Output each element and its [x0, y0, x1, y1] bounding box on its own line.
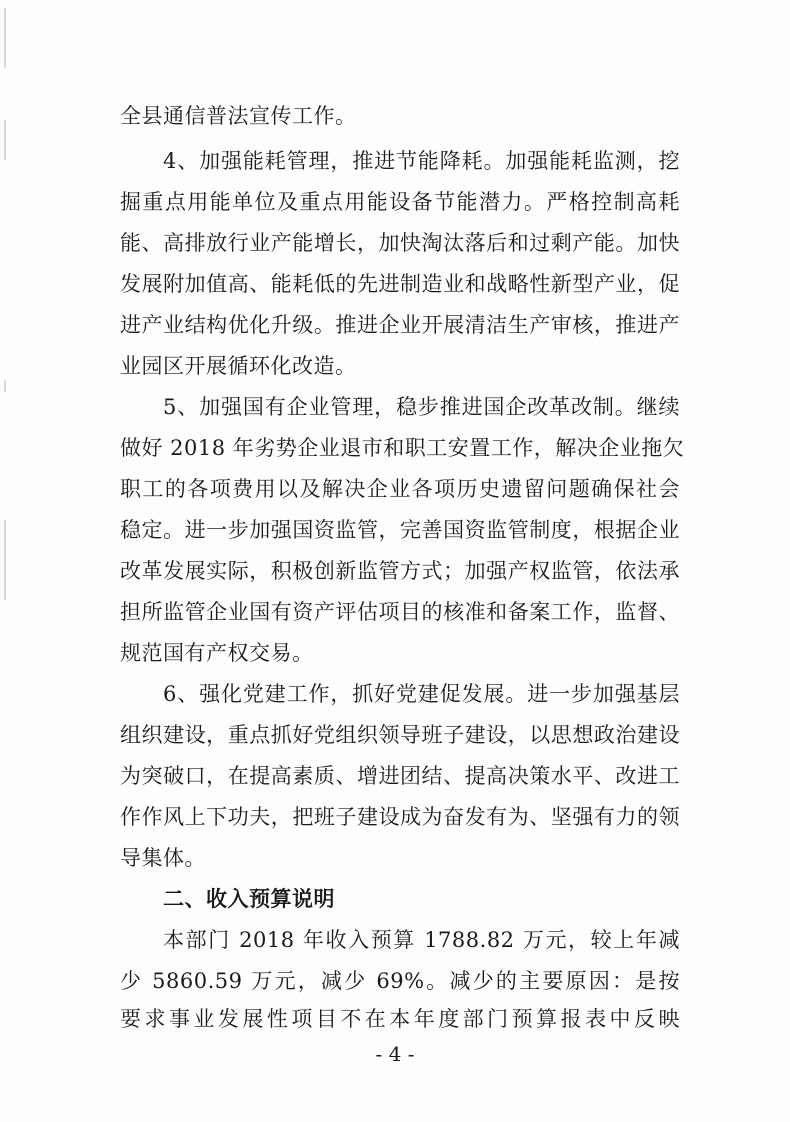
section-heading: 二、收入预算说明 [163, 886, 335, 911]
body-text-line: 组织建设，重点抓好党组织领导班子建设，以思想政治建设 [120, 723, 680, 747]
paragraph-6-first-line: 6、强化党建工作，抓好党建促发展。进一步加强基层 [163, 682, 680, 706]
body-text-line: 为突破口，在提高素质、增进团结、提高决策水平、改进工 [120, 764, 680, 788]
body-text-line: 导集体。 [120, 846, 206, 870]
body-text-line: 发展附加值高、能耗低的先进制造业和战略性新型产业，促 [120, 272, 680, 296]
paragraph-5-first-line: 5、加强国有企业管理，稳步推进国企改革改制。继续 [163, 395, 680, 419]
body-text-line: 能、高排放行业产能增长，加快淘汰落后和过剩产能。加快 [120, 231, 680, 255]
body-text-line: 进产业结构优化升级。推进企业开展清洁生产审核，推进产 [120, 313, 680, 337]
paragraph-4-first-line: 4、加强能耗管理，推进节能降耗。加强能耗监测，挖 [163, 149, 680, 173]
income-paragraph-first-line: 本部门 2018 年收入预算 1788.82 万元，较上年减 [163, 928, 680, 952]
body-text-line: 全县通信普法宣传工作。 [120, 104, 357, 128]
scan-edge-mark [4, 520, 6, 600]
body-text-line: 职工的各项费用以及解决企业各项历史遗留问题确保社会 [120, 477, 680, 501]
body-text-line: 规范国有产权交易。 [120, 641, 314, 665]
scan-edge-mark [4, 120, 6, 160]
body-text-line: 少 5860.59 万元，减少 69%。减少的主要原因：是按 [120, 969, 680, 993]
body-text-line: 稳定。进一步加强国资监管，完善国资监管制度，根据企业 [120, 518, 680, 542]
body-text-line: 做好 2018 年劣势企业退市和职工安置工作，解决企业拖欠 [120, 436, 685, 460]
body-text-line: 要求事业发展性项目不在本年度部门预算报表中反映 [120, 1007, 680, 1031]
body-text-line: 掘重点用能单位及重点用能设备节能潜力。严格控制高耗 [120, 190, 680, 214]
body-text-line: 担所监管企业国有资产评估项目的核准和备案工作，监督、 [120, 600, 680, 624]
body-text-line: 改革发展实际，积极创新监管方式；加强产权监管，依法承 [120, 559, 680, 583]
body-text-line: 业园区开展循环化改造。 [120, 354, 357, 378]
body-text-line: 作作风上下功夫，把班子建设成为奋发有为、坚强有力的领 [120, 805, 680, 829]
scan-edge-mark [4, 380, 6, 392]
page-number: - 4 - [375, 1042, 415, 1066]
scan-edge-mark [4, 8, 6, 68]
